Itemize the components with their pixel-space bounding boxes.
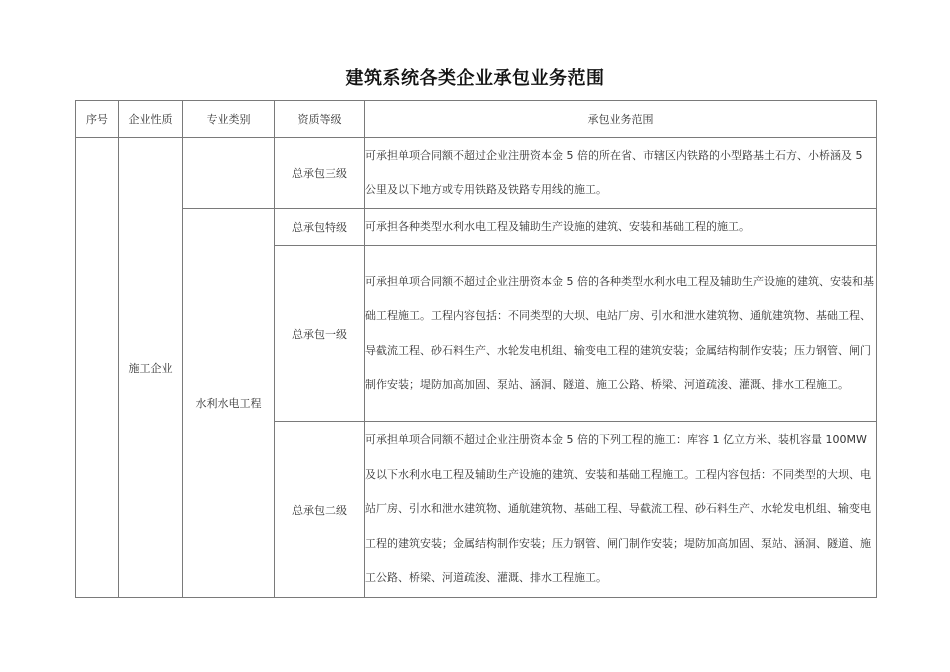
cell-scope: 可承担单项合同额不超过企业注册资本金 5 倍的各种类型水利水电工程及辅助生产设施的建筑、安装和基础工程施工。工程内容包括：不同类型的大坝、电站厂房、引水和泄水建筑物、通航建筑物、基础工程、导截流工程、砂石料生产、水轮发电机组、输变电工程的建筑安装；金属结构制作安装；压力钢管、闸门制作安装；堤防加高加固、泵站、涵洞、隧道、施工公路、桥梁、河道疏浚、灌溉、排水工程施工。 — [365, 246, 877, 422]
cell-scope: 可承担单项合同额不超过企业注册资本金 5 倍的所在省、市辖区内铁路的小型路基土石方、小桥涵及 5 公里及以下地方或专用铁路及铁路专用线的施工。 — [365, 138, 877, 209]
cell-category-water: 水利水电工程 — [183, 209, 275, 598]
table-row — [76, 138, 877, 209]
cell-grade: 总承包特级 — [275, 209, 365, 246]
cell-index-empty — [76, 138, 119, 598]
header-enterprise-type: 企业性质 — [119, 101, 183, 138]
cell-category-empty — [183, 138, 275, 209]
table-row — [76, 209, 877, 246]
cell-grade: 总承包一级 — [275, 246, 365, 422]
document-title: 建筑系统各类企业承包业务范围 — [345, 68, 605, 89]
table-header-row — [76, 101, 877, 138]
header-index: 序号 — [76, 101, 119, 138]
header-grade: 资质等级 — [275, 101, 365, 138]
header-scope: 承包业务范围 — [365, 101, 877, 138]
cell-scope: 可承担各种类型水利水电工程及辅助生产设施的建筑、安装和基础工程的施工。 — [365, 209, 877, 246]
cell-grade: 总承包三级 — [275, 138, 365, 209]
cell-enterprise-type: 施工企业 — [119, 138, 183, 598]
cell-scope: 可承担单项合同额不超过企业注册资本金 5 倍的下列工程的施工：库容 1 亿立方米、装机容量 100MW 及以下水利水电工程及辅助生产设施的建筑、安装和基础工程施工。工程内容包括：不同类型的大坝、电站厂房、引水和泄水建筑物、通航建筑物、基础工程、导截流工程、砂石料生产、水轮发电机组、输变电工程的建筑安装；金属结构制作安装；压力钢管、闸门制作安装；堤防加高加固、泵站、涵洞、隧道、施工公路、桥梁、河道疏浚、灌溉、排水工程施工。 — [365, 422, 877, 598]
business-scope-table — [75, 100, 877, 598]
header-category: 专业类别 — [183, 101, 275, 138]
cell-grade: 总承包二级 — [275, 422, 365, 598]
